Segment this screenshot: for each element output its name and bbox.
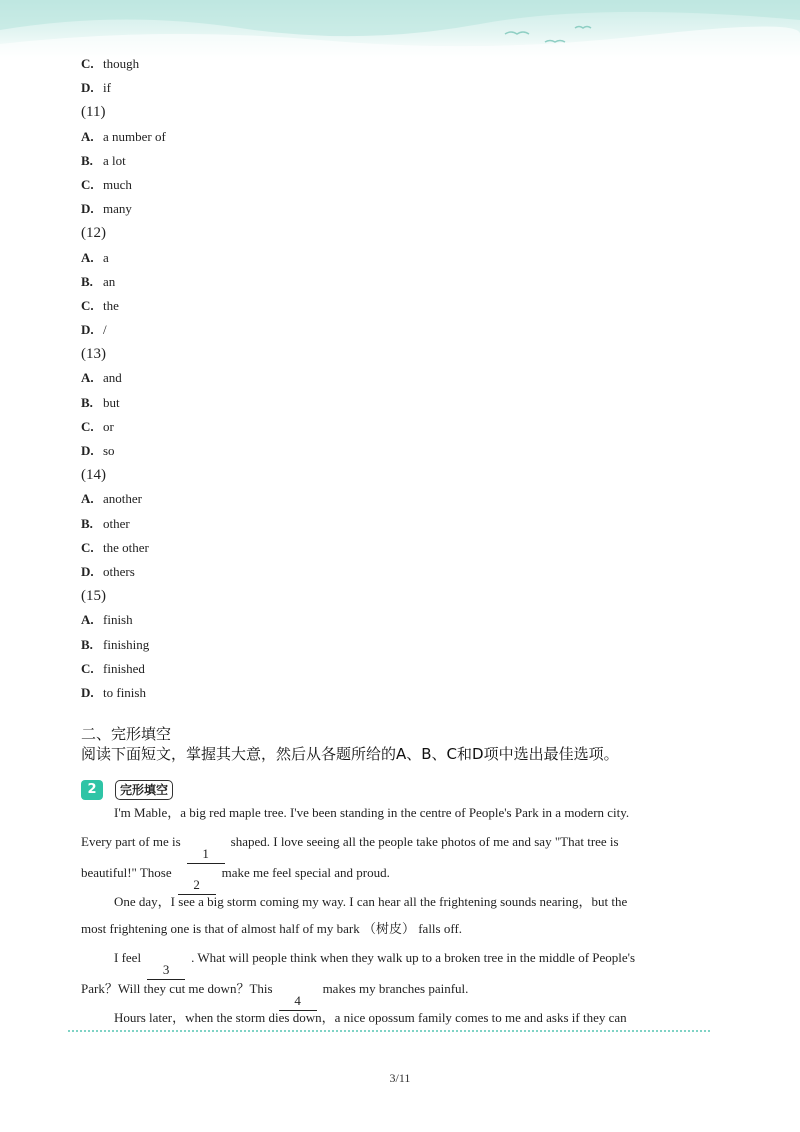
question-number: (11) — [81, 104, 106, 121]
option-letter: D. — [81, 80, 94, 96]
page-number: 3/11 — [389, 1071, 411, 1085]
cloze-passage — [81, 799, 701, 1031]
option-item — [81, 681, 721, 705]
option-letter: D. — [81, 322, 94, 338]
option-text: finished — [103, 660, 145, 676]
option-text: a — [103, 249, 109, 265]
section-title: 二、完形填空 — [81, 725, 172, 743]
option-text: finishing — [103, 636, 150, 652]
option-text: but — [103, 394, 120, 410]
option-item — [81, 294, 721, 318]
cloze-blank: 3 — [147, 961, 185, 980]
option-letter: A. — [81, 612, 94, 628]
option-letter: A. — [81, 128, 94, 144]
option-text: or — [103, 418, 114, 434]
option-text: so — [103, 443, 115, 458]
option-item — [81, 657, 721, 681]
option-item — [81, 536, 721, 560]
cloze-blank: 2 — [178, 876, 216, 895]
question-type-badge: 完形填空 — [115, 780, 173, 800]
option-text: finish — [103, 612, 133, 628]
page-divider — [68, 1030, 710, 1032]
option-letter: D. — [81, 443, 94, 458]
option-text: another — [103, 491, 142, 507]
option-text: others — [103, 563, 135, 579]
bird-icon — [545, 41, 565, 43]
option-item — [81, 52, 721, 76]
option-item — [81, 633, 721, 657]
option-item — [81, 318, 721, 342]
question-number-badge: 2 — [81, 780, 103, 800]
passage-text: shaped. I love seeing all the people take photos of me and say "That tree is — [230, 834, 619, 849]
option-item — [81, 391, 721, 415]
question-options-list — [81, 52, 721, 705]
option-letter: C. — [81, 539, 94, 555]
page-header-decoration — [0, 0, 800, 58]
option-letter: D. — [81, 563, 94, 579]
option-text: the — [103, 297, 119, 313]
passage-text: I feel — [114, 950, 142, 965]
option-item — [81, 560, 721, 584]
bird-icon — [505, 32, 529, 34]
passage-text: Park？Will they cut me down？This — [81, 981, 273, 996]
option-letter: B. — [81, 636, 93, 652]
option-letter: C. — [81, 56, 94, 71]
cloze-blank: 4 — [279, 992, 317, 1011]
option-letter: D. — [81, 201, 94, 217]
option-item — [81, 173, 721, 197]
option-text: / — [103, 322, 107, 338]
option-letter: A. — [81, 491, 94, 507]
cloze-blank: 1 — [187, 845, 225, 864]
option-letter: D. — [81, 684, 94, 700]
option-text: and — [103, 370, 122, 386]
question-number: (12) — [81, 225, 106, 242]
option-letter: C. — [81, 418, 94, 434]
option-text: to finish — [103, 684, 146, 700]
option-item — [81, 608, 721, 632]
option-text: a lot — [103, 152, 126, 168]
question-number: (15) — [81, 588, 106, 605]
option-text: a number of — [103, 128, 166, 144]
passage-text: Every part of me is — [81, 834, 181, 849]
option-letter: B. — [81, 515, 93, 531]
question-number: (13) — [81, 346, 106, 363]
option-letter: C. — [81, 660, 94, 676]
section-heading — [81, 724, 721, 764]
option-letter: B. — [81, 394, 93, 410]
option-item — [81, 366, 721, 390]
option-text: an — [103, 273, 116, 289]
option-letter: B. — [81, 152, 93, 168]
option-text: many — [103, 201, 132, 217]
option-letter: B. — [81, 273, 93, 289]
passage-line: Hours later，when the storm dies down，a nice opossum family comes to me and asks if they can — [114, 1010, 627, 1025]
option-item — [81, 197, 721, 221]
bird-icon — [575, 27, 591, 29]
option-item — [81, 439, 721, 463]
option-letter: A. — [81, 249, 94, 265]
passage-text: . What will people think when they walk up to a broken tree in the middle of People's — [191, 950, 636, 965]
option-item — [81, 246, 721, 270]
option-item — [81, 270, 721, 294]
option-text: though — [103, 56, 140, 71]
option-text: the other — [103, 539, 149, 555]
passage-line — [81, 973, 701, 1008]
passage-text: beautiful!" Those — [81, 865, 172, 880]
passage-text: makes my branches painful. — [322, 981, 469, 996]
option-item — [81, 415, 721, 439]
passage-line — [81, 857, 701, 892]
option-item — [81, 125, 721, 149]
passage-line: One day，I see a big storm coming my way. I can hear all the frightening sounds nearing，but the — [114, 894, 628, 909]
option-item — [81, 76, 721, 100]
option-item — [81, 149, 721, 173]
option-text: much — [103, 176, 132, 192]
passage-text: make me feel special and proud. — [221, 865, 390, 880]
option-text: if — [103, 80, 111, 96]
option-letter: A. — [81, 370, 94, 386]
question-number: (14) — [81, 467, 106, 484]
wave-decoration — [0, 0, 800, 58]
option-text: other — [103, 515, 130, 531]
option-letter: C. — [81, 297, 94, 313]
section-instruction: 阅读下面短文，掌握其大意，然后从各题所给的A、B、C和D项中选出最佳选项。 — [81, 745, 619, 763]
option-item — [81, 512, 721, 536]
passage-line — [81, 942, 701, 977]
passage-line — [81, 826, 701, 861]
option-letter: C. — [81, 176, 94, 192]
passage-line: I'm Mable，a big red maple tree. I've been standing in the centre of People's Park in a modern city. — [114, 805, 630, 820]
option-item — [81, 487, 721, 511]
passage-line: most frightening one is that of almost half of my bark （树皮） falls off. — [81, 921, 463, 936]
